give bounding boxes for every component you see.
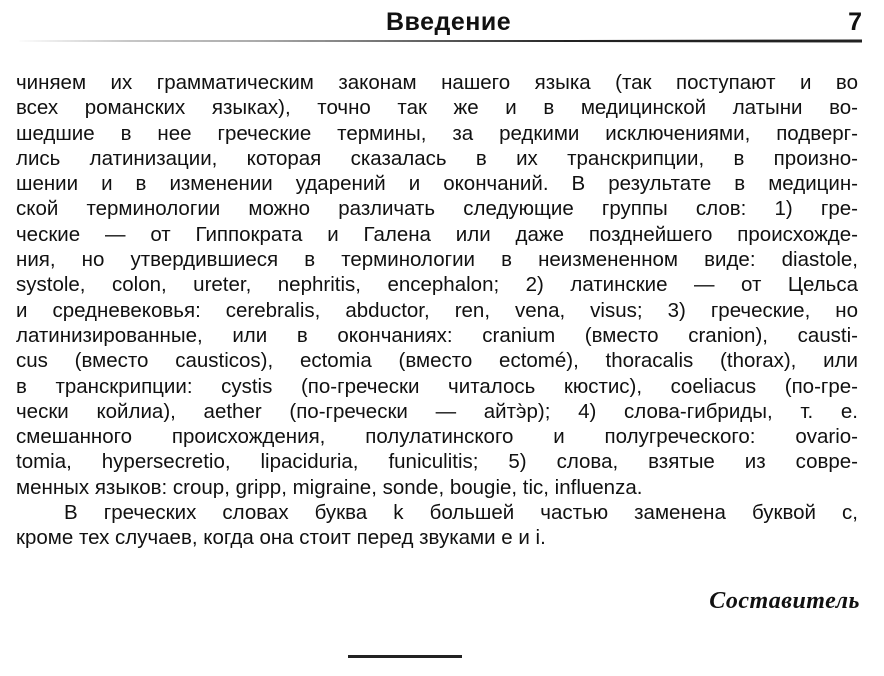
- text-line: шедшие в нее греческие термины, за редкими исключениями, подверг-: [16, 121, 858, 145]
- text-line: менных языков: croup, gripp, migraine, sonde, bougie, tic, influenza.: [16, 475, 643, 499]
- running-header: [14, 4, 862, 38]
- text-line: ской терминологии можно различать следующие группы слов: 1) гре-: [16, 197, 858, 221]
- text-line: всех романских языках), точно так же и в медицинской латыни во-: [16, 96, 858, 120]
- text-line: шении и в изменении ударений и окончаний. В результате в медицин-: [16, 172, 858, 196]
- text-line: tomia, hypersecretio, lipaciduria, funiculitis; 5) слова, взятые из совре-: [16, 450, 858, 474]
- page-number: 7: [848, 8, 862, 36]
- section-title: Введение: [386, 8, 512, 36]
- text-line: чески койлиа), aether (по-гречески — айтэ̀р); 4) слова-гибриды, т. е.: [16, 399, 858, 423]
- body-text: [16, 70, 858, 551]
- text-line: смешанного происхождения, полулатинского и полугреческого: ovario-: [16, 425, 858, 449]
- text-line: лись латинизации, которая сказалась в их транскрипции, в произно-: [16, 146, 858, 170]
- header-rule: [14, 38, 862, 42]
- text-line: systole, colon, ureter, nephritis, encephalon; 2) латинские — от Цельса: [16, 273, 858, 297]
- text-line: В греческих словах буква k большей частью заменена буквой c,: [64, 501, 858, 525]
- text-line: ческие — от Гиппократа и Галена или даже позднейшего происхожде-: [16, 222, 858, 246]
- closing-rule: [348, 655, 462, 658]
- text-line: в транскрипции: cystis (по-гречески читалось кюстис), coeliacus (по-гре-: [16, 374, 858, 398]
- author-signature: Составитель: [709, 588, 860, 614]
- text-line: и средневековья: cerebralis, abductor, ren, vena, visus; 3) греческие, но: [16, 298, 858, 322]
- text-line: кроме тех случаев, когда она стоит перед звуками e и i.: [16, 526, 546, 550]
- text-line: cus (вместо causticos), ectomia (вместо ectomé), thoracalis (thorax), или: [16, 349, 858, 373]
- text-line: латинизированные, или в окончаниях: cranium (вместо cranion), causti-: [16, 323, 858, 347]
- text-line: чиняем их грамматическим законам нашего языка (так поступают и во: [16, 71, 858, 94]
- text-line: ния, но утвердившиеся в терминологии в неизмененном виде: diastole,: [16, 248, 858, 272]
